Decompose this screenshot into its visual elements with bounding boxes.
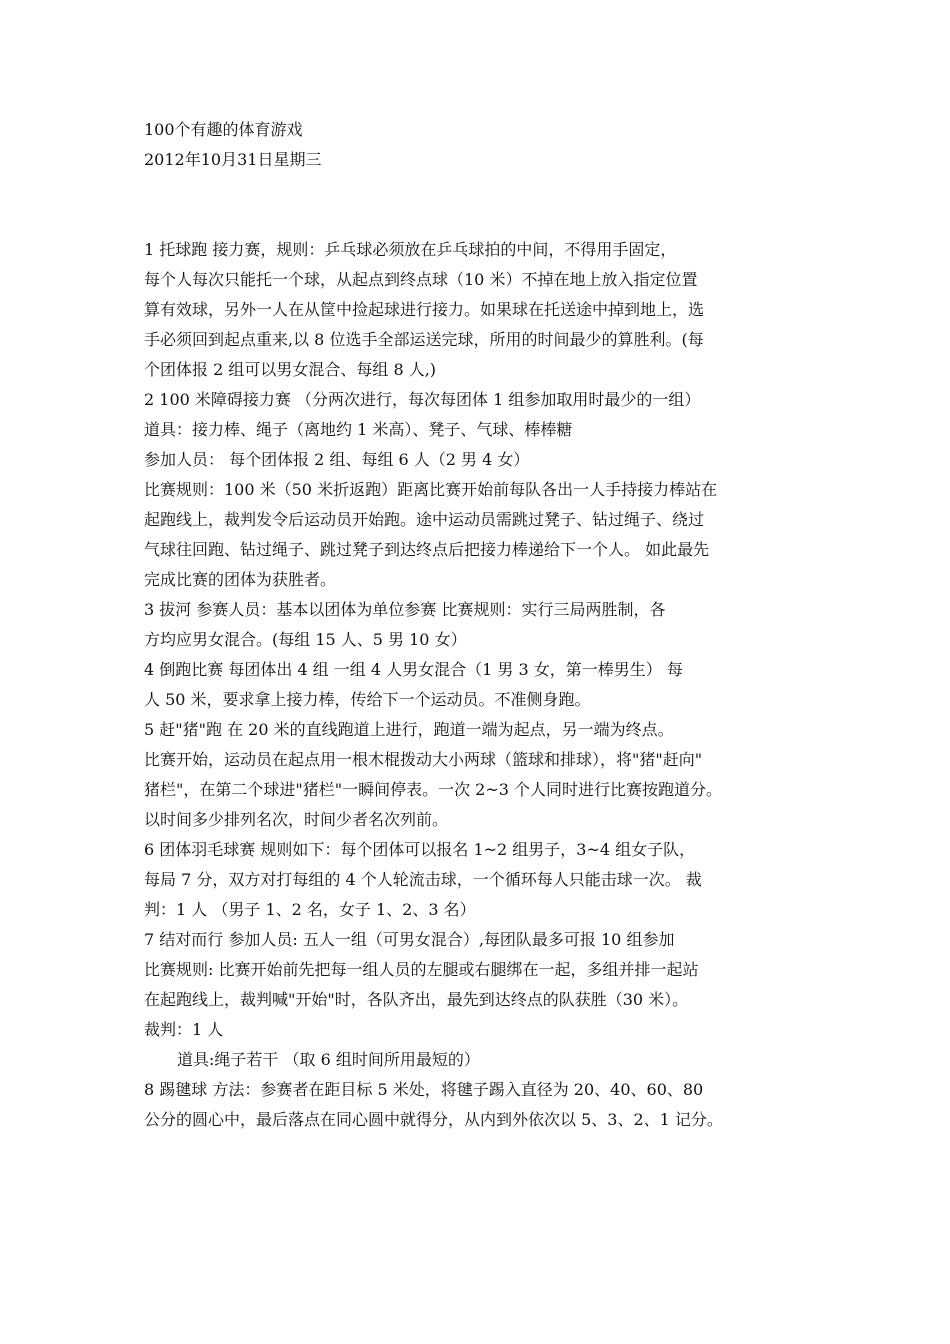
document-page: [144, 115, 808, 1135]
body-line: 比赛开始，运动员在起点用一根木棍拨动大小两球（篮球和排球），将"猪"赶向": [144, 750, 703, 769]
document-date: 2012年10月31日星期三: [144, 150, 322, 169]
body-line: 比赛规则: 比赛开始前先把每一组人员的左腿或右腿绑在一起，多组并排一起站: [144, 960, 699, 979]
body-line: 手必须回到起点重来,以 8 位选手全部运送完球，所用的时间最少的算胜利。(每: [144, 330, 704, 349]
body-line: 方均应男女混合。(每组 15 人、5 男 10 女）: [144, 630, 467, 649]
body-line: 判：1 人 （男子 1、2 名，女子 1、2、3 名）: [144, 900, 476, 919]
body-line: 完成比赛的团体为获胜者。: [144, 570, 337, 589]
body-line: 在起跑线上，裁判喊"开始"时，各队齐出，最先到达终点的队获胜（30 米）。: [144, 990, 689, 1009]
table-header: [144, 205, 808, 235]
body-line: 每局 7 分，双方对打每组的 4 个人轮流击球，一个循环每人只能击球一次。 裁: [144, 870, 702, 889]
document-title: 100个有趣的体育游戏: [144, 120, 303, 139]
body-line: 4 倒跑比赛 每团体出 4 组 一组 4 人男女混合（1 男 3 女，第一棒男生） 每: [144, 660, 683, 679]
body-line: 起跑线上，裁判发令后运动员开始跑。途中运动员需跳过凳子、钻过绳子、绕过: [144, 510, 705, 529]
body-line: 2 100 米障碍接力赛 （分两次进行，每次每团体 1 组参加取用时最少的一组）: [144, 390, 701, 409]
body-line: 5 赶"猪"跑 在 20 米的直线跑道上进行，跑道一端为起点，另一端为终点。: [144, 720, 674, 739]
body-line: 参加人员： 每个团体报 2 组、每组 6 人（2 男 4 女）: [144, 450, 530, 469]
body-line: 1 托球跑 接力赛，规则：乒乓球必须放在乒乓球拍的中间，不得用手固定，: [144, 240, 677, 259]
body-line: 裁判：1 人: [144, 1020, 224, 1039]
body-line: 以时间多少排列名次，时间少者名次列前。: [144, 810, 449, 829]
body-line: 道具:绳子若干 （取 6 组时间所用最短的）: [177, 1050, 480, 1069]
body-line: 6 团体羽毛球赛 规则如下：每个团体可以报名 1~2 组男子，3~4 组女子队，: [144, 840, 696, 859]
body-line: 7 结对而行 参加人员: 五人一组（可男女混合）,每团队最多可报 10 组参加: [144, 930, 675, 949]
body-line: 8 踢毽球 方法：参赛者在距目标 5 米处，将毽子踢入直径为 20、40、60、80: [144, 1080, 704, 1099]
blank-line: [144, 175, 808, 205]
body-line: 公分的圆心中，最后落点在同心圆中就得分，从内到外依次以 5、3、2、1 记分。: [144, 1110, 723, 1129]
body-line: 气球往回跑、钻过绳子、跳过凳子到达终点后把接力棒递给下一个人。 如此最先: [144, 540, 710, 559]
body-line: 算有效球，另外一人在从筐中捡起球进行接力。如果球在托送途中掉到地上，选: [144, 300, 705, 319]
body-line: 每个人每次只能托一个球，从起点到终点球（10 米）不掉在地上放入指定位置: [144, 270, 698, 289]
body-line: 猪栏"，在第二个球进"猪栏"一瞬间停表。一次 2~3 个人同时进行比赛按跑道分。: [144, 780, 723, 799]
body-line: 个团体报 2 组可以男女混合、每组 8 人,): [144, 360, 437, 379]
body-line: 比赛规则：100 米（50 米折返跑）距离比赛开始前每队各出一人手持接力棒站在: [144, 480, 718, 499]
body-line: 道具：接力棒、绳子（离地约 1 米高）、凳子、气球、棒棒糖: [144, 420, 573, 439]
body-line: 3 拔河 参赛人员：基本以团体为单位参赛 比赛规则：实行三局两胜制，各: [144, 600, 666, 619]
body-line: 人 50 米，要求拿上接力棒，传给下一个运动员。不准侧身跑。: [144, 690, 591, 709]
